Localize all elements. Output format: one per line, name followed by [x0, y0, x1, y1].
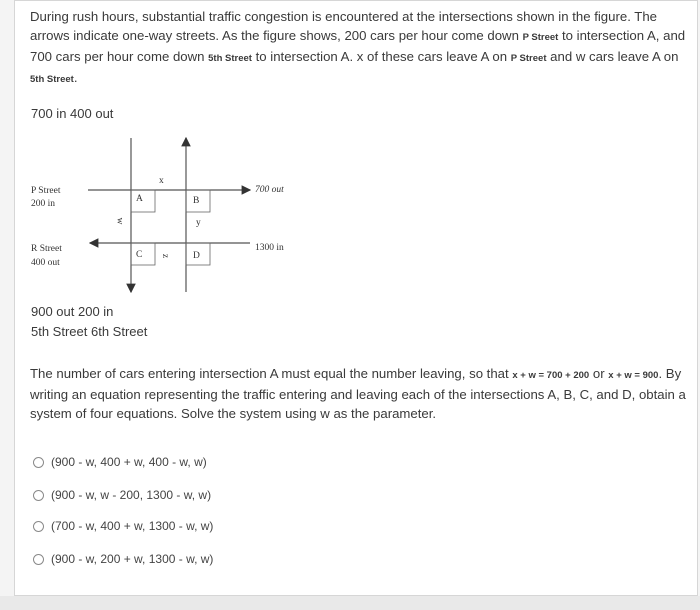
var-x-label: x	[159, 176, 164, 186]
r-street-label: R Street	[31, 244, 62, 254]
node-a-label: A	[136, 194, 143, 204]
caption-bottom-line1: 900 out 200 in	[31, 304, 114, 319]
intro-text-2: to intersection A, and 700 cars per hour come down	[30, 28, 686, 64]
option-label[interactable]: (900 - w, w - 200, 1300 - w, w)	[51, 488, 212, 502]
instruction-part2: . By writing an equation representing the traffic entering and leaving each of the intersections A, B, C, and D, obtain a system of four equations. Solve the system using w as the parameter.	[30, 366, 686, 421]
p-street-inline: P Street	[522, 32, 559, 43]
p-street-inline-2: P Street	[510, 53, 547, 64]
equation-1: x + w = 700 + 200	[512, 370, 590, 381]
var-y-label: y	[196, 218, 201, 228]
intro-text-5: .	[73, 70, 78, 85]
intro-text-3: to intersection A. x of these cars leave A on	[251, 49, 511, 64]
answer-option-2[interactable]	[33, 486, 211, 504]
intro-text-1: During rush hours, substantial traffic congestion is encountered at the intersections shown in the figure. The arrows indicate one-way streets. As the figure shows, 200 cars per hour come down	[30, 9, 658, 43]
bottom-strip	[0, 596, 700, 610]
answer-option-3[interactable]	[33, 517, 213, 535]
instruction-part1: The number of cars entering intersection A must equal the number leaving, so that	[30, 366, 513, 381]
right-top-label: 700 out	[255, 185, 284, 195]
answer-option-1[interactable]	[33, 453, 207, 471]
problem-statement	[30, 7, 690, 89]
radio-button[interactable]	[33, 457, 44, 468]
var-w-label: w	[114, 217, 125, 225]
option-label[interactable]: (900 - w, 200 + w, 1300 - w, w)	[51, 552, 214, 566]
node-d-label: D	[193, 251, 200, 261]
node-b-label: B	[193, 196, 200, 206]
node-c-label: C	[136, 250, 143, 260]
radio-button[interactable]	[33, 490, 44, 501]
p-street-label: P Street	[31, 186, 61, 196]
option-label[interactable]: (900 - w, 400 + w, 400 - w, w)	[51, 455, 207, 469]
instruction-or: or	[589, 366, 609, 381]
radio-button[interactable]	[33, 554, 44, 565]
caption-bottom-line2: 5th Street 6th Street	[31, 324, 148, 339]
r-street-out: 400 out	[31, 258, 60, 268]
p-street-in: 200 in	[31, 199, 56, 209]
var-z-label: z	[160, 253, 171, 259]
right-bottom-label: 1300 in	[255, 243, 284, 253]
fifth-street-inline-2: 5th Street	[30, 74, 74, 85]
answer-option-4[interactable]	[33, 550, 213, 568]
question-card	[14, 0, 698, 596]
intro-text-4: and w cars leave A on	[546, 49, 679, 64]
option-label[interactable]: (700 - w, 400 + w, 1300 - w, w)	[51, 519, 214, 533]
radio-button[interactable]	[33, 521, 44, 532]
instruction-text	[30, 364, 690, 423]
fifth-street-inline: 5th Street	[208, 53, 252, 64]
equation-2: x + w = 900	[608, 370, 659, 381]
caption-top: 700 in 400 out	[31, 106, 114, 121]
